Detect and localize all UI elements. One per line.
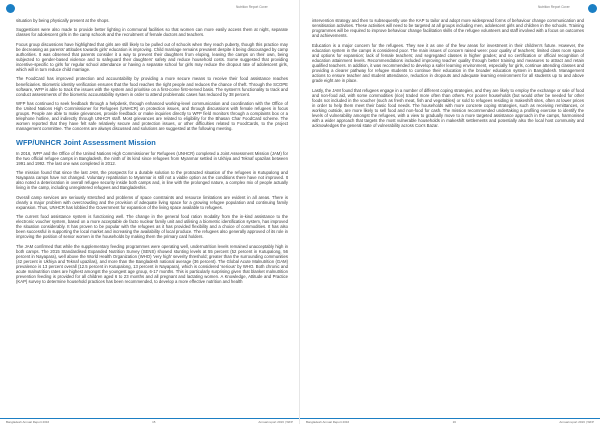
section-paragraph: The mission found that since the last JAM, the prospects for a durable solution to the protracted situation of the refugees in Kutupalong and Nayapara camps have not changed. Voluntary repatriation to Myanmar is still not a viable option as the conditions there have not improved. It also noted a deterioration in overall refugee security inside both camps and, in line with the prolonged nature, a complex mix of people actually living in the camp, including unregistered refugees and Bangladeshis.	[16, 170, 288, 191]
left-paragraph: Focus group discussions have highlighted that girls are still likely to be pulled out of schools when they reach puberty, though this practice may be decreasing as parents' attitudes towards girls' education is improving. Child marriage remains prevalent despite it being discouraged by camp authorities. It was observed that parents consider it a way to prevent their daughters from eloping, leaving the camps on their own, being subjected to gender-based violence and to safeguard their daughters' safety and reduce household costs. Some suggested that providing incentive-specific to girls for regular school attendance or having a separate school for girls may reduce the dropout rate of adolescent girls, which will in turn reduce child marriage.	[16, 41, 288, 73]
right-paragraph: Education is a major concern for the refugees. They see it as one of the few areas for investment in their children's future. However, the education system in the camps is considered poor. The main issues of concern raised were: poor quality of teachers; limited class room space and options for expansion; lack of female teachers; and segregated classes in higher grades; and no certification or official recognition of education attainment levels. Recommendations included improving teacher quality through better training and measures to attract and retain qualified teachers. In addition, it was recommended to develop a safer learning environment, especially for girls, continue attending classes and providing a clearer pathway for refugee students to continue their education in the broader education system in Bangladesh. Management actions to ensure teacher and student attendance, reduction in dropouts and adequate learning environment for all students up to and above grade eight are in place.	[312, 42, 584, 84]
footer-report-label: Annual report 2016 | WFP	[258, 419, 293, 424]
left-footer	[0, 419, 299, 424]
wfp-logo-icon	[6, 4, 15, 13]
section-paragraph: The current food assistance system is functioning well. The change in the general food ration modality from the in-kind assistance to the electronic voucher system, based on a more acceptable de facto nuclear family unit and utilising a biometric identification system, has improved the situation considerably. It has proven to be popular with the refugees as it has provided flexibility and a choice of commodities. It has also been successful in supporting the local market and increasing the availability of local produce. The refugees also generally approved of its role in improving the position of senior women in the households by making them the primary card holders.	[16, 214, 288, 240]
footer-report-label: Annual report 2016 | WFP	[559, 419, 594, 424]
right-page	[300, 0, 600, 424]
section-heading: WFP/UNHCR Joint Assessment Mission	[16, 137, 156, 147]
section-paragraph: Overall camp services are seriously stretched and problems of space constraints and resource limitations are evident in all areas. There is clearly a major problem with overcrowding and the provision of adequate living space for a growing refugee population and continuing family expansion. Thus, UNHCR has lobbied the Government for expansion of the living space available to refugees.	[16, 194, 288, 210]
footer-rule	[0, 418, 299, 419]
right-column	[312, 18, 584, 132]
left-paragraph: Suggestions were also made to provide better lighting in communal facilities so that women can more easily access them at night, separate classes for adolescent girls in the camp schools and the recruitment of female doctors and teachers.	[16, 27, 288, 38]
wfp-logo-icon	[588, 4, 597, 13]
footer-rule	[300, 418, 600, 419]
section-paragraph: The JAM confirmed that while the supplementary feeding programmes were operating well, undernutrition levels remained unacceptably high in both camps. The 2015 Standardised Expanded Nutrition Survey (SENS) showed stunting levels at 55 percent (52 percent in Kutupalong, 56 percent in Nayapara), well above the World Health Organization (WHO) 'very high' severity threshold; greater than the surrounding communities (42 percent in Ukhiya and Teknaf upazilas), and more than the Bangladesh national average (36 percent). The Global Acute Malnutrition (GAM) prevalence is 13 percent overall (12.5 percent in Kutupalong, 13 percent in Nayapara), which is considered 'serious' by WHO. Both chronic and acute malnutrition rates are highest amongst the youngest age group, 6-17 months. This is particularly surprising given that blanket malnutrition prevention feeding is provided for all children aged 6 to 23 months and all pregnant and lactating women. A Knowledge, Attitude and Practice (KAP) survey to determine household practices has been recommended, to develop a more effective nutrition and health	[16, 243, 288, 285]
left-header-title: Nutrition Report Cover	[236, 5, 268, 9]
right-footer	[300, 419, 600, 424]
left-paragraph: situation by being physically present at the shops.	[16, 18, 110, 23]
page-number: 16	[452, 419, 456, 424]
footer-report-name: Bangladesh Annual Report 2016	[306, 419, 350, 424]
footer-report-name: Bangladesh Annual Report 2016	[6, 419, 50, 424]
right-header-title: Nutrition Report Cover	[538, 5, 570, 9]
right-paragraph: intervention strategy and then to subsequently use the KAP to tailor and adopt more widespread forms of behaviour change communication and sensitisation activities. These activities will need to be targeted at all groups including men, adolescent girls and children in the schools. Training programmes will be required to improve behaviour change facilitation skills of the refugee volunteers and staff involved with a focus on outcomes and achievements.	[312, 18, 584, 39]
section-paragraph: In 2016, WFP and the Office of the United Nations High Commissioner for Refugees (UNHCR) completed a Joint Assessment Mission (JAM) for the two official refugee camps in Bangladesh, the ninth of its kind since refugees from Myanmar settled in Ukhiya and Teknaf upazilas between 1991 and 1992. The last one was completed in 2012.	[16, 150, 288, 166]
left-paragraph: The FoodCard has improved protection and accountability by providing a more secure means to receive their food assistance reaches beneficiaries. Biometric identity verification ensures that the food reaches the right people and reduces the chance of theft. Through the SCOPE software, WFP is able to track the issues with the system and prioritise on a first-come first-served basis. The system’s functionality to track and conduct assessments of the biometric accountability system in order to attend problematic cases has reduced by 38 percent.	[16, 76, 288, 97]
left-column	[16, 18, 288, 289]
right-paragraph: Lastly, the JAM found that refugees engage in a number of different coping strategies, and they are likely to employ the exchange or sale of food and non-food aid, with some commodities (rice) traded more often than others. For poorer households (but would other be needed for other foods not included in the voucher (such as fresh meat, fish and vegetables) or sold to refugees residing in makeshift sites, often at lower prices in order to help them meet their basic food needs. The households with more concrete coping strategies, such as receiving remittances, or working outside, are more likely to sell food and non-food for cash. The mission recommended undertaking a profiling exercise to identify the levels of vulnerability amongst the refugees, with a view to gradually move to a more targeted assistance approach in the camps, harmonised with a wider approach that targets the most vulnerable households in makeshift settlements and potentially also the local host community and acknowledges the general state of vulnerability across Cox's Bazar.	[312, 87, 584, 129]
left-paragraph: WFP has continued to seek feedback through a helpdesk, through enhanced working-level communication and coordination with the Office of the United Nations High Commissioner for Refugees (UNHCR) on protection issues, and through discussions with female refugees in focus groups. People are able to make grievances, provide feedback or make inquiries directly to WFP field monitors through a complaints box or a telephone hotline, and indirectly through UNHCR staff. Most grievances are related to eligibility for the Bhasan Char FoodCard scheme. The women reported that they have felt safe relatively secure and protection issues, or other difficulties related to FoodCards, to the project management committee. The concerns are always discussed and solutions are suggested at the following meeting.	[16, 100, 288, 132]
page-number: 15	[152, 419, 156, 424]
